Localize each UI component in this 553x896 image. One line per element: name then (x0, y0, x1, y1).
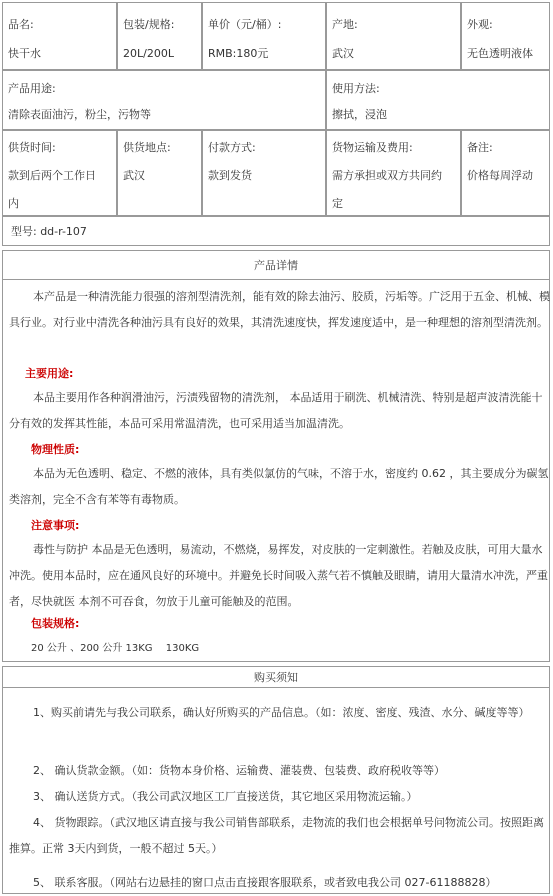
cell-origin (326, 2, 461, 70)
pack-title: 包装规格: (31, 617, 80, 630)
cell-method (326, 70, 550, 130)
note-value: 价格每周浮动 (467, 169, 533, 182)
place-value: 武汉 (123, 169, 145, 182)
name-value: 快干水 (8, 47, 41, 60)
ship-value-2: 定 (332, 197, 343, 210)
time-value-1: 款到后两个工作日 (8, 169, 96, 182)
ship-label: 货物运输及费用: (332, 141, 413, 154)
cell-note (461, 130, 550, 216)
model-number: 型号: dd-r-107 (11, 225, 87, 238)
use-label: 产品用途: (8, 82, 56, 95)
use-value: 清除表面油污，粉尘，污物等 (8, 108, 151, 121)
purchase-item-2: 2、 确认货款金额。（如：货物本身价格、运输费、灌装费、包装费、政府税收等等） (33, 764, 445, 777)
purchase-header (2, 666, 550, 688)
details-intro: 本产品是一种清洗能力很强的溶剂型清洗剂，能有效的除去油污、胶质，污垢等。广泛用于五金、机械、模具行业。对行业中清洗各种油污具有良好的效果，其清洗速度快，挥发速度适中，是一种理想的溶剂型清洗剂。 (9, 290, 550, 329)
look-label: 外观: (467, 18, 493, 31)
pack-text: 20 公升 、200 公升 13KG 130KG (31, 643, 200, 654)
main-use-text: 本品主要用作各种润滑油污，污渍残留物的清洗剂， 本品适用于刷洗、机械清洗、特别是超声波清洗能十分有效的发挥其性能，本品可采用常温清洗，也可采用适当加温清洗。 (9, 391, 543, 430)
name-label: 品名: (8, 18, 34, 31)
cell-time (2, 130, 117, 216)
details-body (2, 280, 550, 662)
pay-value: 款到发货 (208, 169, 252, 182)
purchase-title: 购买须知 (254, 671, 298, 684)
cell-model (2, 216, 550, 246)
method-value: 擦拭，浸泡 (332, 108, 387, 121)
origin-label: 产地: (332, 18, 358, 31)
physical-text: 本品为无色透明、稳定、不燃的液体，具有类似氯仿的气味，不溶于水，密度约 0.62 ，其主要成分为碳氢类溶剂，完全不含有苯等有毒物质。 (9, 467, 549, 506)
cell-place (117, 130, 202, 216)
details-header (2, 250, 550, 280)
price-label: 单价（元/桶）: (208, 18, 282, 31)
cell-pack (117, 2, 202, 70)
price-value: RMB:180元 (208, 47, 269, 60)
cell-pay (202, 130, 326, 216)
pack-label: 包装/规格: (123, 18, 175, 31)
ship-value-1: 需方承担或双方共同约 (332, 169, 442, 182)
caution-title: 注意事项: (31, 519, 80, 532)
cell-ship (326, 130, 461, 216)
pay-label: 付款方式: (208, 141, 256, 154)
note-label: 备注: (467, 141, 493, 154)
time-value-2: 内 (8, 197, 19, 210)
origin-value: 武汉 (332, 47, 354, 60)
main-use-title: 主要用途: (25, 367, 74, 380)
cell-use (2, 70, 326, 130)
time-label: 供货时间: (8, 141, 56, 154)
details-title: 产品详情 (254, 259, 298, 272)
method-label: 使用方法: (332, 82, 380, 95)
purchase-item-1: 1、购买前请先与我公司联系，确认好所购买的产品信息。（如：浓度、密度、残渣、水分、碱度等等） (33, 706, 530, 719)
caution-text: 毒性与防护 本品是无色透明，易流动，不燃烧，易挥发，对皮肤的一定刺激性。若触及皮肤，可用大量水冲洗。使用本品时，应在通风良好的环境中。并避免长时间吸入蒸气若不慎触及眼睛，请用大量清水冲洗，严重者，尽快就医 本剂不可吞食，勿放于儿童可能触及的范围。 (9, 543, 548, 608)
cell-name (2, 2, 117, 70)
place-label: 供货地点: (123, 141, 171, 154)
cell-price (202, 2, 326, 70)
purchase-body (2, 688, 550, 894)
pack-value: 20L/200L (123, 47, 174, 60)
look-value: 无色透明液体 (467, 47, 533, 60)
physical-title: 物理性质: (31, 443, 80, 456)
cell-look (461, 2, 550, 70)
purchase-item-3: 3、 确认送货方式。（我公司武汉地区工厂直接送货，其它地区采用物流运输。） (33, 790, 418, 803)
purchase-item-5: 5、 联系客服。（网站右边悬挂的窗口点击直接跟客服联系，或者致电我公司 027-61188828） (33, 876, 497, 889)
purchase-item-4: 4、 货物跟踪。（武汉地区请直接与我公司销售部联系，走物流的我们也会根据单号问物流公司。按照距离推算。正常 3天内到货，一般不超过 5天。） (9, 816, 544, 855)
